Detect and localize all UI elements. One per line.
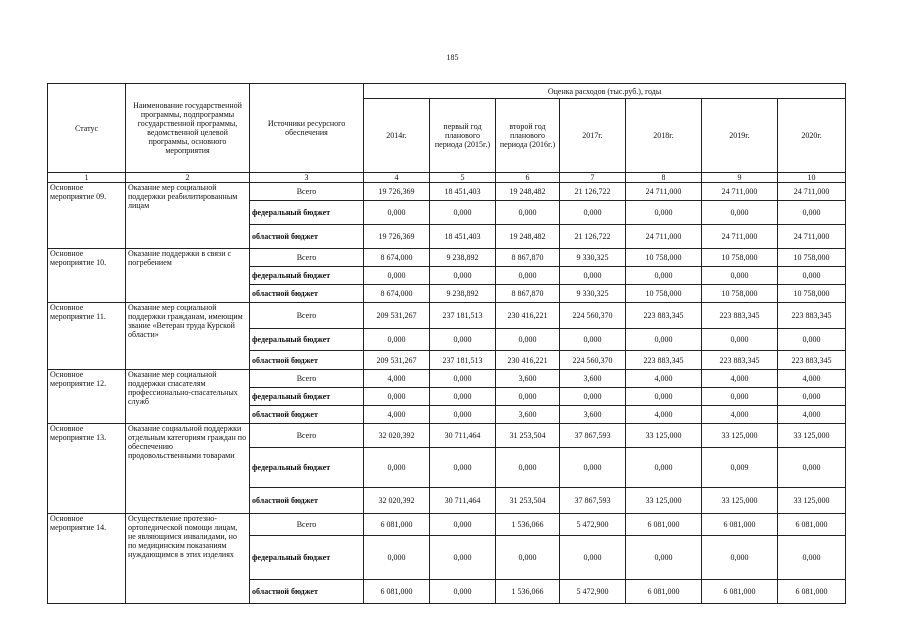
- row-value: 19 726,369: [364, 225, 430, 249]
- row-value: 0,000: [496, 536, 560, 580]
- row-value: 8 867,870: [496, 249, 560, 267]
- row-value: 33 125,000: [702, 424, 778, 448]
- column-number: 2: [126, 173, 250, 183]
- row-value: 209 531,267: [364, 303, 430, 329]
- row-value: 0,000: [364, 388, 430, 406]
- row-value: 10 758,000: [702, 285, 778, 303]
- table-row: [48, 183, 846, 201]
- row-value: 4,000: [364, 370, 430, 388]
- row-value: 32 020,392: [364, 488, 430, 514]
- row-value: 21 126,722: [560, 183, 626, 201]
- row-value: 0,000: [496, 267, 560, 285]
- row-program-name: Оказание мер социальной поддержки гражданам, имеющим звание «Ветеран труда Курской области»: [126, 303, 250, 370]
- row-value: 0,000: [560, 267, 626, 285]
- row-value: 10 758,000: [626, 249, 702, 267]
- row-value: 223 883,345: [702, 351, 778, 370]
- row-value: 24 711,000: [702, 225, 778, 249]
- row-funding-source: областной бюджет: [250, 580, 364, 604]
- row-value: 0,000: [702, 267, 778, 285]
- row-value: 19 248,482: [496, 183, 560, 201]
- column-number: 7: [560, 173, 626, 183]
- table-body: [48, 183, 846, 604]
- row-value: 4,000: [702, 406, 778, 424]
- row-funding-source: Всего: [250, 249, 364, 267]
- row-funding-source: Всего: [250, 370, 364, 388]
- page-number: 185: [446, 53, 459, 62]
- row-value: 33 125,000: [778, 488, 846, 514]
- column-number: 5: [430, 173, 496, 183]
- row-value: 237 181,513: [430, 303, 496, 329]
- row-value: 223 883,345: [626, 303, 702, 329]
- row-value: 24 711,000: [626, 225, 702, 249]
- table-row: [48, 514, 846, 536]
- row-value: 31 253,504: [496, 424, 560, 448]
- row-value: 24 711,000: [778, 225, 846, 249]
- row-value: 0,000: [560, 201, 626, 225]
- row-value: 6 081,000: [626, 580, 702, 604]
- row-value: 18 451,403: [430, 225, 496, 249]
- row-value: 0,000: [702, 388, 778, 406]
- row-value: 223 883,345: [626, 351, 702, 370]
- row-funding-source: областной бюджет: [250, 351, 364, 370]
- row-value: 0,000: [430, 329, 496, 351]
- row-value: 0,000: [626, 329, 702, 351]
- row-value: 0,000: [626, 388, 702, 406]
- row-value: 0,000: [496, 388, 560, 406]
- row-value: 0,000: [496, 201, 560, 225]
- row-funding-source: областной бюджет: [250, 406, 364, 424]
- row-funding-source: областной бюджет: [250, 225, 364, 249]
- row-value: 0,000: [560, 536, 626, 580]
- row-value: 6 081,000: [626, 514, 702, 536]
- row-value: 9 238,892: [430, 285, 496, 303]
- row-value: 0,000: [430, 514, 496, 536]
- row-value: 4,000: [778, 406, 846, 424]
- row-value: 0,000: [560, 329, 626, 351]
- row-value: 0,000: [364, 329, 430, 351]
- row-value: 6 081,000: [702, 514, 778, 536]
- row-value: 0,000: [626, 201, 702, 225]
- row-value: 9 330,325: [560, 285, 626, 303]
- row-value: 0,000: [430, 370, 496, 388]
- row-value: 24 711,000: [626, 183, 702, 201]
- row-value: 209 531,267: [364, 351, 430, 370]
- column-number: 3: [250, 173, 364, 183]
- row-value: 0,000: [364, 201, 430, 225]
- row-funding-source: федеральный бюджет: [250, 536, 364, 580]
- header-year: 2017г.: [560, 99, 626, 173]
- row-value: 21 126,722: [560, 225, 626, 249]
- row-value: 0,000: [364, 267, 430, 285]
- row-status: Основное мероприятие 13.: [48, 424, 126, 514]
- row-value: 0,000: [778, 388, 846, 406]
- row-value: 6 081,000: [778, 514, 846, 536]
- row-status: Основное мероприятие 11.: [48, 303, 126, 370]
- row-value: 10 758,000: [702, 249, 778, 267]
- row-value: 0,000: [778, 448, 846, 488]
- row-value: 0,000: [778, 536, 846, 580]
- row-value: 0,000: [364, 448, 430, 488]
- row-value: 0,000: [702, 201, 778, 225]
- row-funding-source: Всего: [250, 183, 364, 201]
- header-year: первый год планового периода (2015г.): [430, 99, 496, 173]
- row-value: 32 020,392: [364, 424, 430, 448]
- row-value: 230 416,221: [496, 351, 560, 370]
- row-value: 230 416,221: [496, 303, 560, 329]
- row-program-name: Осуществление протезно-ортопедической помощи лицам, не являющимся инвалидами, но по медицинским показаниям нуждающимся в этих изделиях: [126, 514, 250, 604]
- row-funding-source: федеральный бюджет: [250, 388, 364, 406]
- column-number: 4: [364, 173, 430, 183]
- row-value: 0,000: [430, 267, 496, 285]
- row-value: 4,000: [364, 406, 430, 424]
- row-value: 0,000: [702, 536, 778, 580]
- row-value: 4,000: [702, 370, 778, 388]
- row-value: 0,000: [626, 536, 702, 580]
- row-value: 0,000: [430, 448, 496, 488]
- row-value: 0,000: [560, 388, 626, 406]
- row-value: 3,600: [560, 370, 626, 388]
- row-value: 0,000: [626, 448, 702, 488]
- header-year: второй год планового периода (2016г.): [496, 99, 560, 173]
- row-value: 8 867,870: [496, 285, 560, 303]
- row-value: 237 181,513: [430, 351, 496, 370]
- row-value: 4,000: [778, 370, 846, 388]
- row-value: 24 711,000: [778, 183, 846, 201]
- row-value: 0,000: [430, 536, 496, 580]
- row-value: 0,000: [496, 448, 560, 488]
- row-status: Основное мероприятие 12.: [48, 370, 126, 424]
- row-value: 3,600: [496, 406, 560, 424]
- row-value: 1 536,066: [496, 514, 560, 536]
- row-value: 0,000: [430, 406, 496, 424]
- row-value: 0,000: [364, 536, 430, 580]
- header-estimate: Оценка расходов (тыс.руб.), годы: [364, 84, 846, 99]
- row-value: 9 330,325: [560, 249, 626, 267]
- row-value: 10 758,000: [626, 285, 702, 303]
- row-value: 19 726,369: [364, 183, 430, 201]
- budget-table: [47, 83, 846, 604]
- header-year: 2020г.: [778, 99, 846, 173]
- row-value: 6 081,000: [778, 580, 846, 604]
- row-value: 224 560,370: [560, 351, 626, 370]
- row-funding-source: Всего: [250, 303, 364, 329]
- header-year: 2019г.: [702, 99, 778, 173]
- row-value: 10 758,000: [778, 249, 846, 267]
- row-value: 0,000: [778, 201, 846, 225]
- row-value: 3,600: [560, 406, 626, 424]
- row-value: 37 867,593: [560, 424, 626, 448]
- row-value: 19 248,482: [496, 225, 560, 249]
- row-funding-source: областной бюджет: [250, 285, 364, 303]
- table-row: [48, 249, 846, 267]
- row-value: 30 711,464: [430, 488, 496, 514]
- column-number: 6: [496, 173, 560, 183]
- header-sources: Источники ресурсного обеспечения: [250, 84, 364, 173]
- row-funding-source: федеральный бюджет: [250, 267, 364, 285]
- row-value: 223 883,345: [702, 303, 778, 329]
- row-value: 0,000: [430, 201, 496, 225]
- row-status: Основное мероприятие 14.: [48, 514, 126, 604]
- row-value: 4,000: [626, 370, 702, 388]
- row-value: 6 081,000: [364, 580, 430, 604]
- row-value: 3,600: [496, 370, 560, 388]
- row-value: 223 883,345: [778, 303, 846, 329]
- table-row: [48, 370, 846, 388]
- row-value: 37 867,593: [560, 488, 626, 514]
- row-value: 8 674,000: [364, 285, 430, 303]
- row-value: 0,000: [778, 267, 846, 285]
- column-number: 8: [626, 173, 702, 183]
- row-value: 18 451,403: [430, 183, 496, 201]
- table-row: [48, 303, 846, 329]
- row-value: 6 081,000: [702, 580, 778, 604]
- row-value: 0,000: [430, 580, 496, 604]
- column-number: 9: [702, 173, 778, 183]
- row-value: 4,000: [626, 406, 702, 424]
- row-value: 0,000: [430, 388, 496, 406]
- row-value: 5 472,900: [560, 580, 626, 604]
- row-funding-source: федеральный бюджет: [250, 448, 364, 488]
- header-year: 2018г.: [626, 99, 702, 173]
- column-number: 1: [48, 173, 126, 183]
- row-funding-source: федеральный бюджет: [250, 201, 364, 225]
- row-value: 31 253,504: [496, 488, 560, 514]
- row-status: Основное мероприятие 10.: [48, 249, 126, 303]
- row-funding-source: областной бюджет: [250, 488, 364, 514]
- row-value: 33 125,000: [702, 488, 778, 514]
- row-value: 6 081,000: [364, 514, 430, 536]
- table-row: [48, 424, 846, 448]
- column-number: 10: [778, 173, 846, 183]
- row-program-name: Оказание поддержки в связи с погребением: [126, 249, 250, 303]
- row-value: 8 674,000: [364, 249, 430, 267]
- row-funding-source: Всего: [250, 514, 364, 536]
- row-value: 33 125,000: [626, 488, 702, 514]
- row-program-name: Оказание мер социальной поддержки реабилитированным лицам: [126, 183, 250, 249]
- row-funding-source: федеральный бюджет: [250, 329, 364, 351]
- row-value: 24 711,000: [702, 183, 778, 201]
- row-value: 223 883,345: [778, 351, 846, 370]
- row-value: 33 125,000: [626, 424, 702, 448]
- header-year: 2014г.: [364, 99, 430, 173]
- header-status: Статус: [48, 84, 126, 173]
- row-value: 0,000: [778, 329, 846, 351]
- row-value: 0,000: [702, 329, 778, 351]
- row-program-name: Оказание мер социальной поддержки спасателям профессионально-спасательных служб: [126, 370, 250, 424]
- row-value: 10 758,000: [778, 285, 846, 303]
- row-value: 0,000: [496, 329, 560, 351]
- row-funding-source: Всего: [250, 424, 364, 448]
- header-name: Наименование государственной программы, подпрограммы государственной программы, ведомственной целевой программы, основного мероприятия: [126, 84, 250, 173]
- row-value: 0,000: [626, 267, 702, 285]
- row-value: 0,009: [702, 448, 778, 488]
- row-value: 0,000: [560, 448, 626, 488]
- row-value: 33 125,000: [778, 424, 846, 448]
- row-value: 1 536,066: [496, 580, 560, 604]
- row-value: 224 560,370: [560, 303, 626, 329]
- row-status: Основное мероприятие 09.: [48, 183, 126, 249]
- row-value: 9 238,892: [430, 249, 496, 267]
- row-value: 5 472,900: [560, 514, 626, 536]
- row-value: 30 711,464: [430, 424, 496, 448]
- row-program-name: Оказание социальной поддержки отдельным категориям граждан по обеспечению продовольственными товарами: [126, 424, 250, 514]
